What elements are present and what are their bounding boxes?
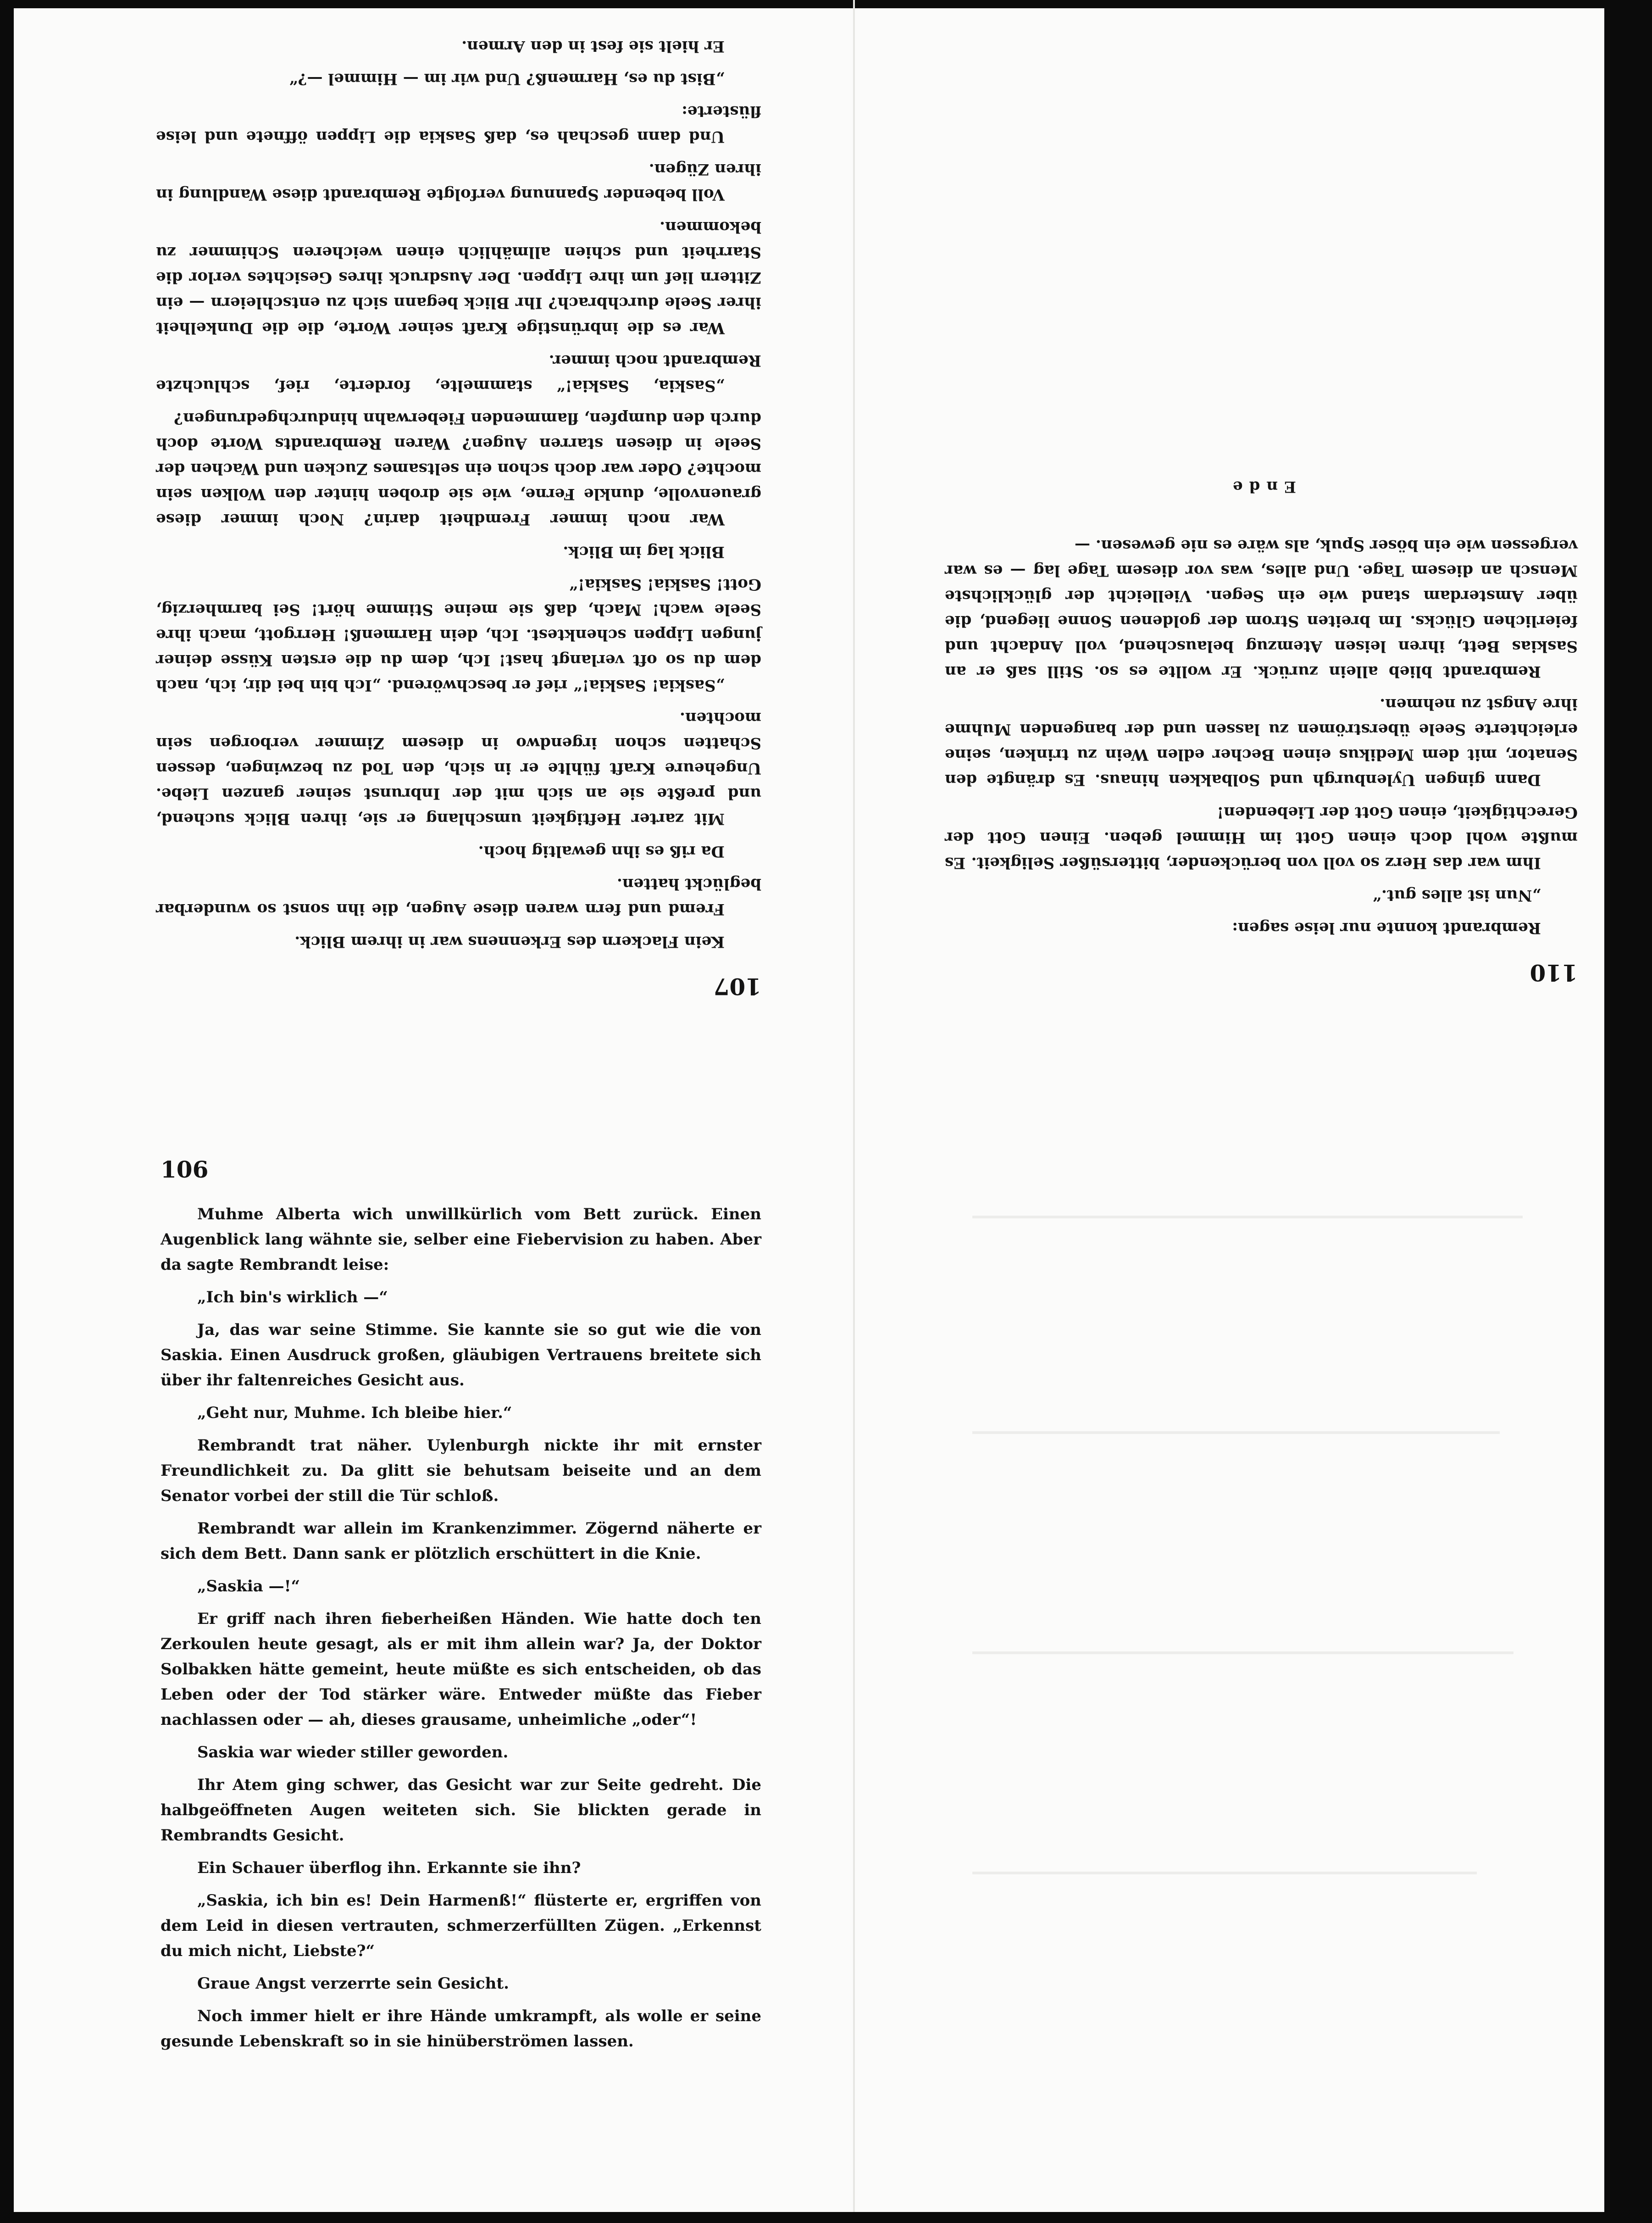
scanner-frame-right: [1604, 0, 1652, 2223]
paragraph: „Ich bin's wirklich —“: [197, 1288, 388, 1306]
paragraph: War noch immer Fremdheit darin? Noch immer diese grauenvolle, dunkle Ferne, wie sie droben hinter den Wolken sein mochte? Oder war doch schon ein seltsames Zucken und Wachen der Seele in diesen starren Augen? Waren Rembrandts Worte doch durch den dumpfen, flammenden Fieberwahn hindurchgedrungen?: [156, 409, 761, 528]
bleed-through-mark: [972, 1872, 1477, 1874]
paragraph: Da riß es ihn gewaltig hoch.: [478, 842, 725, 861]
bleed-through-mark: [972, 1431, 1500, 1434]
paragraph: Kein Flackern des Erkennens war in ihrem Blick.: [294, 933, 725, 951]
paragraph: „Saskia —!“: [197, 1577, 300, 1595]
paragraph: Mit zarter Heftigkeit umschlang er sie, ihren Blick suchend, und preßte sie an sich mit der Inbrunst seiner ganzen Liebe. Ungeheure Kraft fühlte er in sich, den Tod zu bezwingen, dessen Schatten schon irgendwo in diesem Zimmer verborgen sein mochten.: [156, 709, 761, 828]
page-107: [156, 37, 761, 1000]
paragraph: „Saskia! Saskia!“ rief er beschwörend. „Ich bin bei dir, ich, nach dem du so oft verlangt hast! Ich, dem du die ersten Küsse deiner jungen Lippen schenktest. Ich, dein Harmenß! Herrgott, mach ihre Seele wach! Mach, daß sie meine Stimme hört! Sei barmherzig, Gott! Saskia! Saskia!“: [156, 575, 761, 695]
paragraph: Ein Schauer überflog ihn. Erkannte sie ihn?: [197, 1859, 581, 1877]
page-number: 110: [1530, 959, 1578, 986]
center-fold: [853, 0, 855, 2212]
paragraph: Blick lag im Blick.: [563, 543, 725, 561]
paragraph: War es die inbrünstige Kraft seiner Worte, die die Dunkelheit ihrer Seele durchbrach? Ihr Blick begann sich zu entschleiern — ein Zittern lief um ihre Lippen. Der Ausdruck ihres Gesichtes verlor die Starrheit und schien allmählich einen weicheren Schimmer zu bekommen.: [156, 218, 761, 337]
paragraph: Und dann geschah es, daß Saskia die Lippen öffnete und leise flüsterte:: [156, 102, 761, 146]
paragraph: Dann gingen Uylenburgh und Solbakken hinaus. Es drängte den Senator, mit dem Medikus einen Becher edlen Wein zu trinken, seine erleichterte Seele überströmen zu lassen und der bangenden Muhme ihre Angst zu nehmen.: [945, 695, 1578, 789]
paragraph: Er griff nach ihren fieberheißen Händen. Wie hatte doch ten Zerkoulen heute gesagt, als er mit ihm allein war? Ja, der Doktor Solbakken hätte gemeint, heute müßte es sich entscheiden, ob das Leben oder der Tod stärker wäre. Entweder müßte das Fieber nachlassen oder — ah, dieses grausame, unheimliche „oder“!: [161, 1610, 761, 1729]
paragraph: „Saskia, ich bin es! Dein Harmenß!“ flüsterte er, ergriffen von dem Leid in diesen vertrauten, schmerzerfüllten Zügen. „Erkennst du mich nicht, Liebste?“: [161, 1891, 761, 1960]
paragraph: Rembrandt trat näher. Uylenburgh nickte ihr mit ernster Freundlichkeit zu. Da glitt sie behutsam beiseite und an dem Senator vorbei der still die Tür schloß.: [161, 1436, 761, 1505]
end-mark: Ende: [1226, 478, 1297, 496]
scanner-frame-bottom: [0, 2212, 1652, 2223]
paragraph: Rembrandt konnte nur leise sagen:: [1232, 919, 1541, 937]
paragraph: Rembrandt blieb allein zurück. Er wollte es so. Still saß er an Saskias Bett, ihren leisen Atemzug belauschend, voll Andacht und feierlichen Glücks. Im breiten Strom der goldenen Sonne liegend, die über Amsterdam stand wie ein Segen. Vielleicht der glücklichste Mensch an diesem Tage. Und alles, was vor diesem Tage lag — es war vergessen wie ein böser Spuk, als wäre es nie gewesen. —: [945, 536, 1578, 681]
page-110: [945, 404, 1578, 986]
bleed-through-mark: [972, 1216, 1523, 1218]
paragraph: „Saskia, Saskia!“ stammelte, forderte, rief, schluchzte Rembrandt noch immer.: [156, 351, 761, 395]
page-106: [161, 1156, 761, 2062]
paragraph: Er hielt sie fest in den Armen.: [461, 37, 725, 56]
paragraph: Ihm war das Herz so voll von berückender, bittersüßer Seligkeit. Es mußte wohl doch einen Gott im Himmel geben. Einen Gott der Gerechtigkeit, einen Gott der Liebenden!: [945, 803, 1578, 872]
page-number: 106: [161, 1156, 209, 1183]
page-number: 107: [713, 973, 761, 1000]
paragraph: Graue Angst verzerrte sein Gesicht.: [197, 1974, 509, 1993]
paragraph: Fremd und fern waren diese Augen, die ihn sonst so wunderbar beglückt hatten.: [156, 875, 761, 918]
paragraph: Ja, das war seine Stimme. Sie kannte sie so gut wie die von Saskia. Einen Ausdruck großen, gläubigen Vertrauens breitete sich über ihr faltenreiches Gesicht aus.: [161, 1321, 761, 1389]
paragraph: Muhme Alberta wich unwillkürlich vom Bett zurück. Einen Augenblick lang wähnte sie, selber eine Fiebervision zu haben. Aber da sagte Rembrandt leise:: [161, 1205, 761, 1274]
paragraph: Noch immer hielt er ihre Hände umkrampft, als wolle er seine gesunde Lebenskraft so in sie hinüberströmen lassen.: [161, 2007, 761, 2051]
scanner-frame-left: [0, 0, 14, 2223]
scanner-frame-top: [0, 0, 1652, 8]
paragraph: „Nun ist alles gut.“: [1372, 886, 1541, 905]
paragraph: Rembrandt war allein im Krankenzimmer. Zögernd näherte er sich dem Bett. Dann sank er plötzlich erschüttert in die Knie.: [161, 1519, 761, 1563]
paragraph: „Geht nur, Muhme. Ich bleibe hier.“: [197, 1404, 512, 1422]
paragraph: Saskia war wieder stiller geworden.: [197, 1743, 509, 1762]
paragraph: Voll bebender Spannung verfolgte Rembrandt diese Wandlung in ihren Zügen.: [156, 160, 761, 204]
paragraph: „Bist du es, Harmenß? Und wir im — Himmel —?“: [289, 70, 725, 88]
bleed-through-mark: [972, 1651, 1513, 1654]
paragraph: Ihr Atem ging schwer, das Gesicht war zur Seite gedreht. Die halbgeöffneten Augen weiteten sich. Sie blickten gerade in Rembrandts Gesicht.: [161, 1776, 761, 1845]
